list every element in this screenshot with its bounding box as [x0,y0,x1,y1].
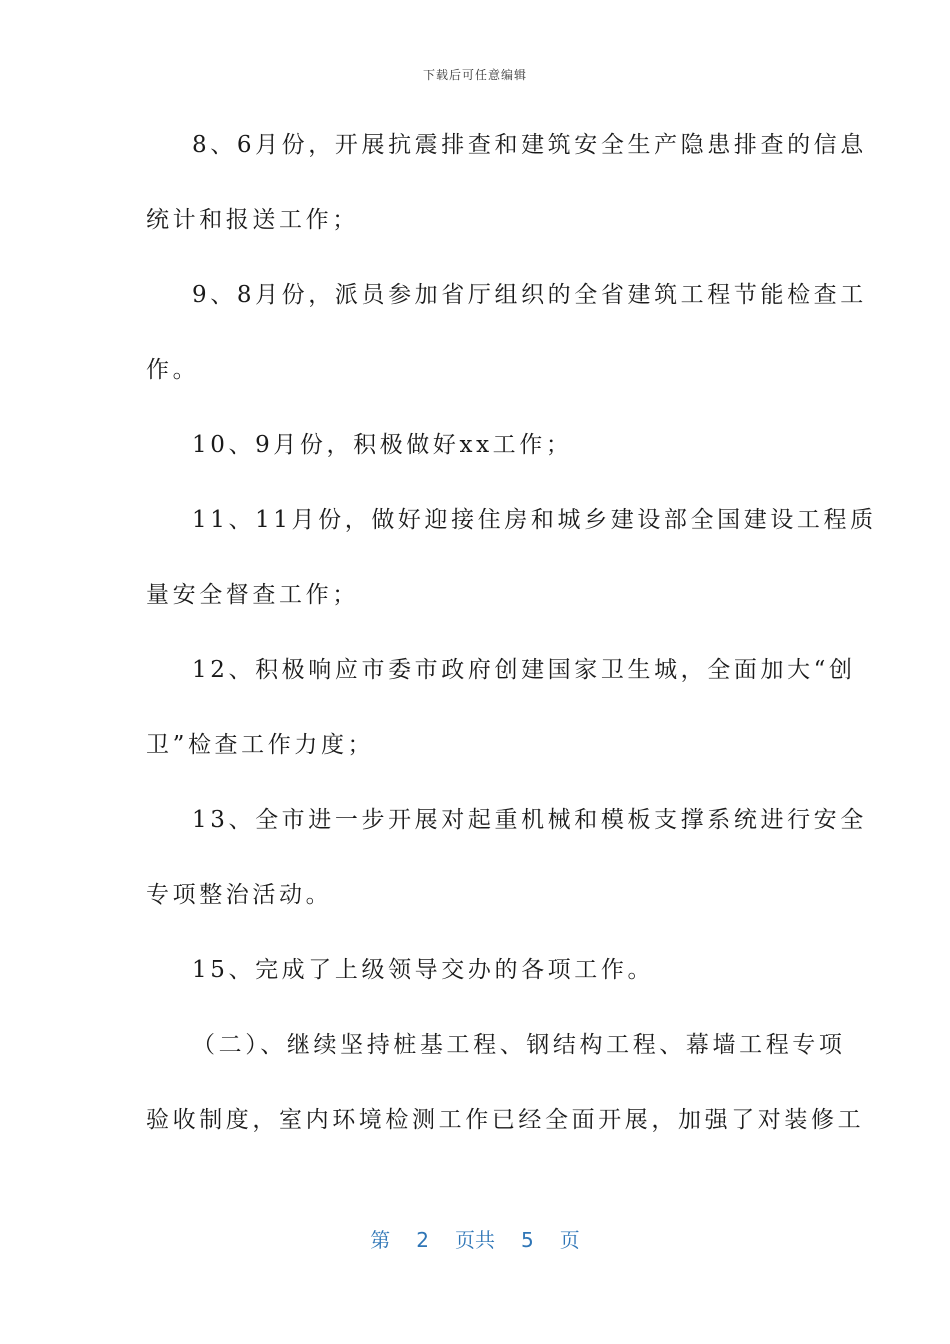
paragraph-line: 10、9月份，积极做好xx工作； [192,432,573,458]
current-page-number: 2 [416,1228,429,1252]
paragraph-line: 量安全督查工作； [146,582,359,608]
paragraph-line: 卫”检查工作力度； [146,732,375,758]
footer-suffix: 页 [559,1228,580,1252]
paragraph-line: 11、11月份，做好迎接住房和城乡建设部全国建设工程质 [192,507,877,533]
total-pages-number: 5 [521,1228,534,1252]
paragraph-line: 15、完成了上级领导交办的各项工作。 [192,957,655,983]
paragraph-line: 8、6月份，开展抗震排查和建筑安全生产隐患排查的信息 [192,132,867,158]
document-body [146,122,877,1172]
footer-middle: 页共 [455,1228,495,1252]
paragraph-line: 12、积极响应市委市政府创建国家卫生城，全面加大“创 [192,657,856,683]
footer-prefix: 第 [370,1228,391,1252]
paragraph-line: 13、全市进一步开展对起重机械和模板支撑系统进行安全 [192,807,867,833]
header-note: 下载后可任意编辑 [422,68,527,82]
page-footer [0,1224,950,1253]
paragraph-line: 专项整治活动。 [146,882,333,908]
paragraph-line: （二）、继续坚持桩基工程、钢结构工程、幕墙工程专项 [192,1032,846,1058]
paragraph-line: 作。 [146,357,200,383]
paragraph-line: 验收制度，室内环境检测工作已经全面开展，加强了对装修工 [146,1107,865,1133]
paragraph-line: 9、8月份，派员参加省厅组织的全省建筑工程节能检查工 [192,282,867,308]
paragraph-line: 统计和报送工作； [146,207,359,233]
